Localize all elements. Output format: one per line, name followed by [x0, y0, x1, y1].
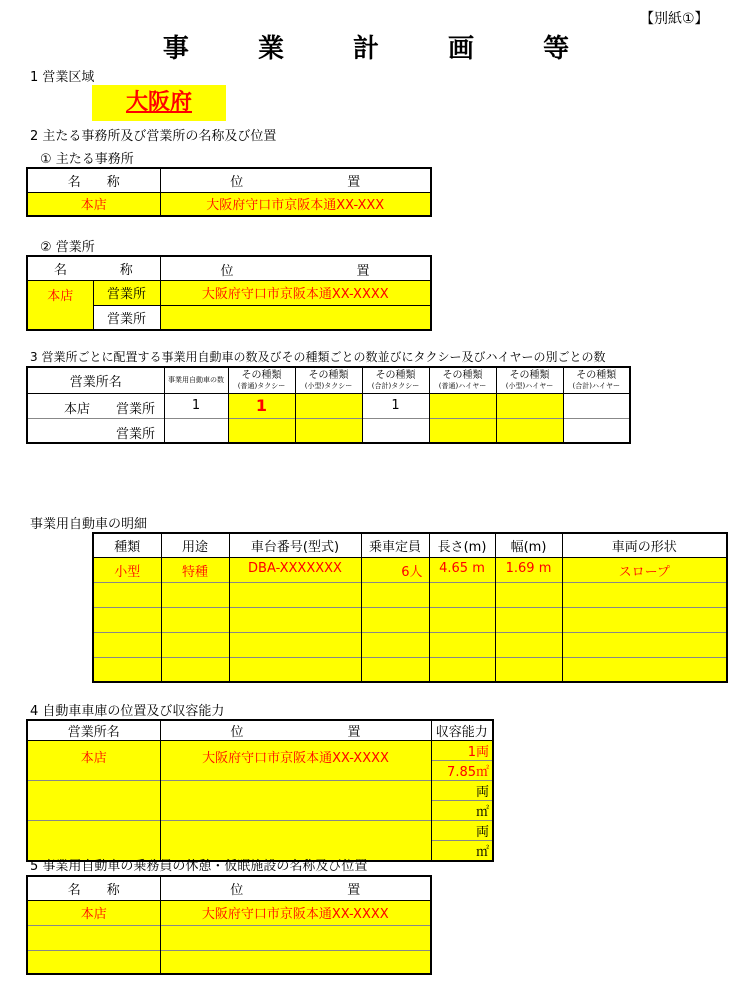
rest-row-empty: [27, 925, 431, 950]
row1-small-hire: [496, 393, 563, 418]
head-name: 名 称: [67, 882, 120, 898]
garage-unit-area: ㎡: [431, 841, 493, 862]
branch-label-2: 営業所: [93, 305, 160, 330]
head-use: 用途: [161, 533, 229, 557]
vehicle-capacity: 6人: [361, 557, 429, 582]
head-name-2: 称: [119, 262, 133, 278]
branch-label-1: 営業所: [93, 280, 160, 305]
head-shape: 車両の形状: [562, 533, 727, 557]
row2-total-taxi: [362, 418, 429, 443]
rest-facility-table: [26, 875, 432, 975]
head-width: 幅(m): [495, 533, 562, 557]
garage-address: 大阪府守口市京阪本通XX-XXXX: [160, 741, 431, 781]
head-office: 営業所名: [67, 725, 120, 740]
section2-heading: 2 主たる事務所及び営業所の名称及び位置: [30, 129, 277, 144]
vehicle-chassis: DBA-XXXXXXX: [229, 557, 361, 582]
head-type-2: その種類 (小型)タクシー: [295, 367, 362, 393]
branch-company: 本店: [27, 280, 93, 330]
garage-unit-count: 両: [431, 781, 493, 801]
main-office-table: [26, 167, 432, 217]
branch-table: [26, 255, 432, 331]
garage-area: 7.85㎡: [431, 761, 493, 781]
main-office-subheading: ① 主たる事務所: [40, 152, 134, 167]
head-type-1: その種類 (普通)タクシー: [228, 367, 295, 393]
head-location: 位 置: [160, 876, 431, 900]
vehicle-count-table: [26, 366, 631, 444]
row1-count: 1: [164, 393, 228, 418]
vehicle-row-empty: [93, 582, 727, 607]
row1-total-hire: [563, 393, 630, 418]
attachment-label: 【別紙①】: [640, 11, 709, 27]
head-location: 位 置: [160, 168, 431, 192]
branch-address-1: 大阪府守口市京阪本通XX-XXXX: [160, 280, 431, 305]
garage-office: 本店: [80, 751, 107, 766]
rest-office: 本店: [80, 907, 107, 922]
head-capacity: 収容能力: [431, 720, 493, 741]
garage-vehicle-count: 1両: [431, 741, 493, 761]
section5-heading: 5 事業用自動車の乗務員の休憩・仮眠施設の名称及び位置: [30, 859, 368, 874]
head-length: 長さ(m): [429, 533, 495, 557]
vehicle-kind: 小型: [114, 564, 141, 580]
rest-address: 大阪府守口市京阪本通XX-XXXX: [160, 900, 431, 925]
vehicle-use: 特種: [161, 557, 229, 582]
row1-normal-taxi: 1: [228, 393, 295, 418]
garage-office-empty: [27, 781, 160, 821]
row2-count: [164, 418, 228, 443]
section1-heading: 1 営業区域: [30, 70, 95, 85]
row2-small-hire: [496, 418, 563, 443]
section4-heading: 4 自動車車庫の位置及び収容能力: [30, 704, 225, 719]
garage-unit-area: ㎡: [431, 801, 493, 821]
row2-office: 営業所: [116, 426, 156, 442]
head-vehicle-count: 事業用自動車の数: [164, 367, 228, 393]
garage-address-empty: [160, 781, 431, 821]
head-type-5: その種類 (小型)ハイヤー: [496, 367, 563, 393]
vehicle-row-empty: [93, 657, 727, 682]
page-title: 事 業 計 画 等: [162, 34, 580, 64]
branch-subheading: ② 営業所: [40, 240, 95, 255]
vehicle-details-table: [92, 532, 728, 683]
business-area: 大阪府: [92, 85, 226, 121]
row1-small-taxi: [295, 393, 362, 418]
branch-address-2: [160, 305, 431, 330]
rest-row-empty: [27, 950, 431, 974]
vehicle-row-empty: [93, 632, 727, 657]
head-name-1: 名: [53, 262, 67, 278]
row1-normal-hire: [429, 393, 496, 418]
head-capacity: 乗車定員: [361, 533, 429, 557]
head-location: 位 置: [160, 256, 431, 280]
vehicle-details-heading: 事業用自動車の明細: [30, 517, 148, 532]
head-chassis: 車台番号(型式): [229, 533, 361, 557]
office-name: 本店: [27, 192, 160, 216]
vehicle-shape: スロープ: [562, 557, 727, 582]
vehicle-length: 4.65 m: [429, 557, 495, 582]
head-type-6: その種類 (合計)ハイヤー: [563, 367, 630, 393]
vehicle-row-empty: [93, 607, 727, 632]
head-type-3: その種類 (合計)タクシー: [362, 367, 429, 393]
row2-normal-taxi: [228, 418, 295, 443]
row2-normal-hire: [429, 418, 496, 443]
garage-unit-count: 両: [431, 821, 493, 841]
office-address: 大阪府守口市京阪本通XX-XXX: [160, 192, 431, 216]
row1-office: 本店 営業所: [64, 401, 156, 417]
row2-total-hire: [563, 418, 630, 443]
head-kind: 種類: [114, 539, 141, 555]
section3-heading: 3 営業所ごとに配置する事業用自動車の数及びその種類ごとの数並びにタクシー及びハイヤーの別ごとの数: [30, 350, 606, 364]
head-location: 位 置: [160, 720, 431, 741]
head-type-4: その種類 (普通)ハイヤー: [429, 367, 496, 393]
head-name: 名 称: [67, 174, 120, 190]
garage-table: [26, 719, 494, 862]
head-office: 営業所名: [69, 374, 122, 390]
row1-total-taxi: 1: [362, 393, 429, 418]
row2-small-taxi: [295, 418, 362, 443]
vehicle-width: 1.69 m: [495, 557, 562, 582]
